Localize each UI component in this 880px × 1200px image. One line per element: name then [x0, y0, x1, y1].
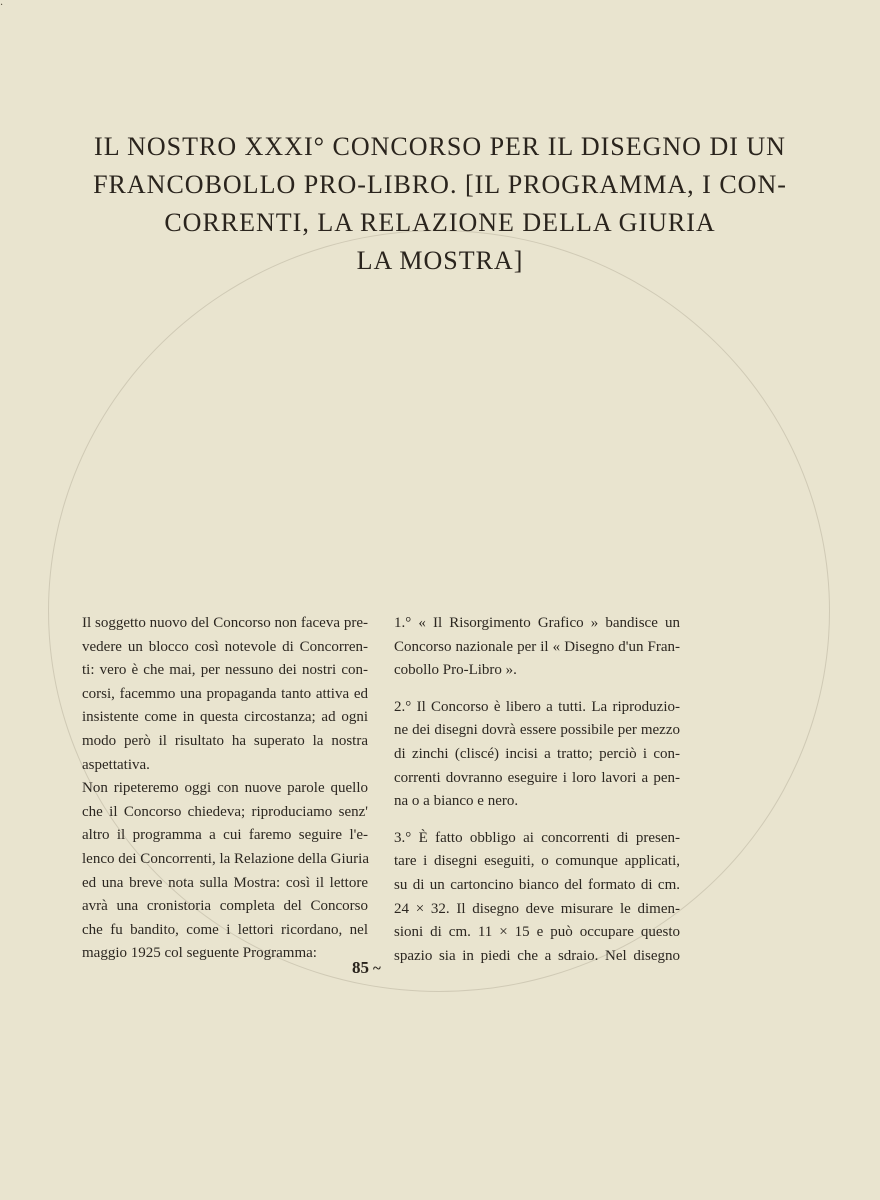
program-item-1: [394, 612, 680, 683]
right-column: [394, 612, 680, 981]
title-line: FRANCOBOLLO PRO-LIBRO. [IL PROGRAMMA, I CON-: [93, 170, 787, 199]
page-ornament: ~: [373, 961, 381, 977]
text-line: che fu bandito, come i lettori ricordano, nel: [82, 921, 368, 938]
text-line: altro il programma a cui faremo seguire l'e-: [82, 827, 368, 844]
title-line: LA MOSTRA]: [356, 246, 524, 275]
text-line: avrà una cronistoria completa del Concorso: [82, 898, 368, 915]
text-line: corsi, facemmo una propaganda tanto attiva ed: [82, 685, 368, 702]
text-line: ti: vero è che mai, per nessuno dei nostri con-: [82, 662, 368, 679]
text-line: 1.° « Il Risorgimento Grafico » bandisce un: [394, 615, 680, 631]
text-line: 24 × 32. Il disegno deve misurare le dimen-: [394, 900, 680, 917]
text-line: ed una breve nota sulla Mostra: così il lettore: [82, 874, 368, 891]
text-line: di zinchi (cliscé) incisi a tratto; perciò i con-: [394, 745, 680, 762]
text-line: 2.° Il Concorso è libero a tutti. La riproduzio-: [394, 698, 680, 715]
text-line: modo però il risultato ha superato la nostra: [82, 732, 368, 749]
text-line: na o a bianco e nero.: [394, 793, 519, 810]
text-line: tare i disegni eseguiti, o comunque applicati,: [394, 853, 680, 870]
text-line: che il Concorso chiedeva; riproduciamo senz': [82, 803, 368, 820]
text-line: Concorso nazionale per il « Disegno d'un Fran-: [394, 638, 680, 655]
article-title: [70, 128, 810, 280]
text-line: cobollo Pro-Libro ».: [394, 662, 517, 679]
text-line: Non ripeteremo oggi con nuove parole quello: [82, 780, 368, 797]
program-item-2: [394, 696, 680, 814]
text-line: lenco dei Concorrenti, la Relazione della Giuria: [82, 850, 369, 867]
text-line: 3.° È fatto obbligo ai concorrenti di presen-: [394, 829, 680, 846]
text-line: su di un cartoncino bianco del formato di cm.: [394, 876, 680, 893]
corner-mark: ·: [0, 0, 4, 11]
text-line: insistente come in questa circostanza; ad ogni: [82, 709, 368, 726]
text-line: correnti dovranno eseguire i loro lavori a pen-: [394, 769, 680, 786]
text-line: spazio sia in piedi che a sdraio. Nel disegno: [394, 947, 680, 964]
text-line: ne dei disegni dovrà essere possibile per mezzo: [394, 722, 680, 739]
text-line: Il soggetto nuovo del Concorso non faceva pre-: [82, 615, 368, 631]
text-line: vedere un blocco così notevole di Concorren-: [82, 638, 368, 655]
text-line: maggio 1925 col seguente Programma:: [82, 945, 317, 962]
program-item-3: [394, 827, 680, 969]
left-column: [82, 612, 368, 966]
text-line: sioni di cm. 11 × 15 e può occupare questo: [394, 924, 680, 941]
page-number-value: 85: [352, 958, 369, 977]
page-number: [352, 958, 381, 978]
title-line: CORRENTI, LA RELAZIONE DELLA GIURIA: [164, 208, 716, 237]
text-line: aspettativa.: [82, 756, 150, 773]
title-line: IL NOSTRO XXXI° CONCORSO PER IL DISEGNO DI UN: [94, 132, 786, 161]
